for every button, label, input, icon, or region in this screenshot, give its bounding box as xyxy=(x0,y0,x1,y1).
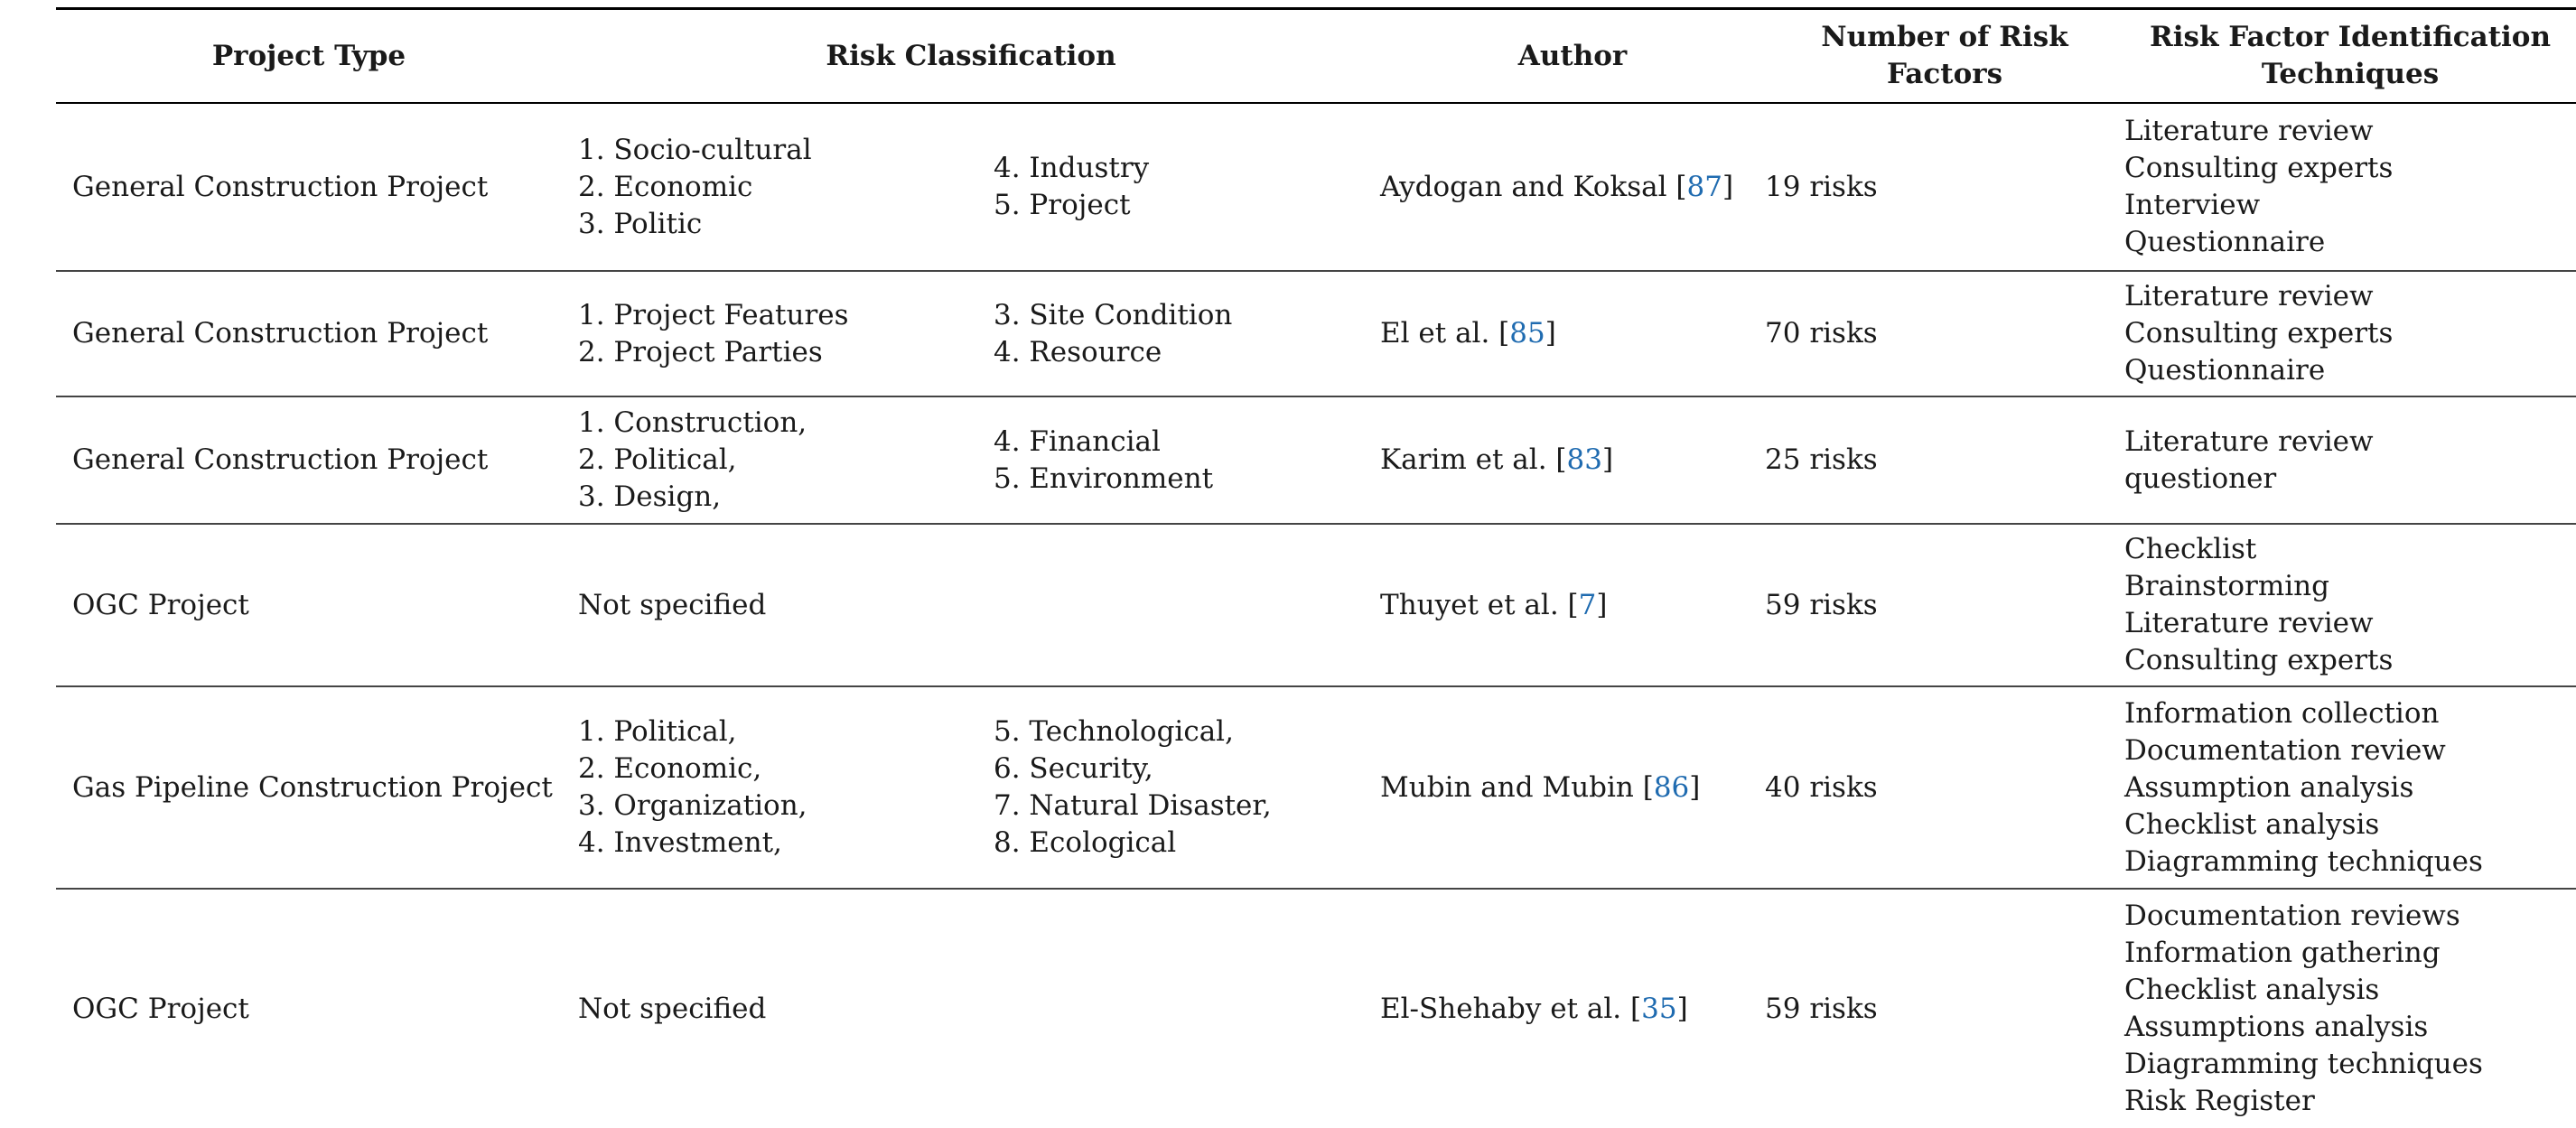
table-row xyxy=(56,271,2576,396)
project-type-cell xyxy=(56,524,562,686)
author-cell xyxy=(1380,103,1765,271)
author-name: Thuyet et al. [ xyxy=(1380,588,1579,621)
risk-category-item: 1. Socio-cultural xyxy=(578,133,812,166)
project-type-cell xyxy=(56,686,562,889)
reference-bracket-close: ] xyxy=(1689,770,1701,804)
project-type-text: OGC Project xyxy=(72,588,249,621)
risk-category-item: 2. Economic, xyxy=(578,752,762,785)
number-of-risks-cell xyxy=(1765,686,2124,889)
risk-classification-cell-b xyxy=(994,524,1380,686)
risk-category-item: 4. Industry xyxy=(994,152,1150,184)
reference-link[interactable]: 83 xyxy=(1566,443,1602,476)
author-name: El-Shehaby et al. [ xyxy=(1380,992,1642,1025)
risk-classification-cell-a xyxy=(562,686,994,889)
risk-category-item: 4. Financial xyxy=(994,424,1161,458)
risk-classification-cell-b xyxy=(994,271,1380,396)
technique-item: Diagramming techniques xyxy=(2124,1048,2483,1080)
header-author: Author xyxy=(1517,39,1628,72)
author-name: Karim et al. [ xyxy=(1380,443,1567,476)
reference-bracket-close: ] xyxy=(1676,992,1688,1025)
risk-classification-cell-b xyxy=(994,686,1380,889)
number-of-risks-text: 25 risks xyxy=(1765,443,1878,476)
technique-item: Information collection xyxy=(2124,696,2440,730)
number-of-risks-text: 59 risks xyxy=(1765,588,1878,621)
technique-item: Assumption analysis xyxy=(2124,770,2414,804)
project-type-text: General Construction Project xyxy=(72,443,489,476)
technique-item: Checklist xyxy=(2124,533,2257,565)
risk-category-item: 6. Security, xyxy=(994,752,1153,785)
header-identification-techniques: Risk Factor Identification Techniques xyxy=(2150,21,2552,90)
technique-item: Literature review xyxy=(2124,424,2374,458)
risk-category-item: 2. Political, xyxy=(578,443,737,476)
technique-item: Consulting experts xyxy=(2124,317,2394,350)
project-type-cell xyxy=(56,396,562,524)
reference-link[interactable]: 86 xyxy=(1653,770,1690,804)
table-row xyxy=(56,686,2576,889)
author-cell xyxy=(1380,686,1765,889)
table-row xyxy=(56,524,2576,686)
reference-link[interactable]: 87 xyxy=(1686,170,1722,203)
risk-category-item: 1. Construction, xyxy=(578,406,807,439)
number-of-risks-cell xyxy=(1765,889,2124,1128)
risk-classification-cell-b xyxy=(994,396,1380,524)
technique-item: Literature review xyxy=(2124,607,2374,639)
number-of-risks-text: 59 risks xyxy=(1765,992,1878,1025)
technique-item: Questionnaire xyxy=(2124,354,2326,387)
risk-category-item: Not specified xyxy=(578,588,767,621)
risk-classification-cell-b xyxy=(994,889,1380,1128)
number-of-risks-text: 40 risks xyxy=(1765,770,1878,804)
project-type-text: General Construction Project xyxy=(72,170,489,203)
risk-category-item: 5. Technological, xyxy=(994,715,1234,748)
technique-item: Interview xyxy=(2124,189,2261,221)
risk-category-item: 1. Political, xyxy=(578,715,737,748)
number-of-risks-cell xyxy=(1765,103,2124,271)
author-cell xyxy=(1380,889,1765,1128)
techniques-cell xyxy=(2124,889,2576,1128)
project-type-cell xyxy=(56,889,562,1128)
technique-item: Questionnaire xyxy=(2124,226,2326,258)
risk-category-item: 4. Investment, xyxy=(578,826,782,859)
table-row xyxy=(56,103,2576,271)
reference-bracket-close: ] xyxy=(1545,317,1556,350)
author-cell xyxy=(1380,524,1765,686)
technique-item: Documentation reviews xyxy=(2124,900,2460,932)
risk-classification-cell-b xyxy=(994,103,1380,271)
table-row xyxy=(56,889,2576,1128)
technique-item: Risk Register xyxy=(2124,1085,2315,1117)
technique-item: Documentation review xyxy=(2124,733,2446,767)
risk-category-item: 8. Ecological xyxy=(994,826,1177,859)
table-body xyxy=(56,103,2576,1128)
techniques-cell xyxy=(2124,271,2576,396)
risk-category-item: 1. Project Features xyxy=(578,298,849,331)
technique-item: Literature review xyxy=(2124,115,2374,147)
project-type-text: Gas Pipeline Construction Project xyxy=(72,770,553,804)
risk-category-item: 7. Natural Disaster, xyxy=(994,789,1272,822)
project-type-text: General Construction Project xyxy=(72,317,489,350)
risk-classification-cell-a xyxy=(562,271,994,396)
number-of-risks-cell xyxy=(1765,271,2124,396)
technique-item: Information gathering xyxy=(2124,937,2441,969)
table-row xyxy=(56,396,2576,524)
header-number-of-risk-factors: Number of Risk Factors xyxy=(1821,21,2068,90)
author-name: El et al. [ xyxy=(1380,317,1510,350)
risk-category-item: 3. Design, xyxy=(578,480,722,513)
reference-link[interactable]: 85 xyxy=(1509,317,1545,350)
techniques-cell xyxy=(2124,524,2576,686)
risk-category-item: 5. Environment xyxy=(994,461,1214,495)
risk-category-item: 2. Project Parties xyxy=(578,335,823,368)
technique-item: Consulting experts xyxy=(2124,152,2394,184)
technique-item: Diagramming techniques xyxy=(2124,844,2483,878)
reference-bracket-close: ] xyxy=(1596,588,1608,621)
risk-classification-cell-a xyxy=(562,889,994,1128)
number-of-risks-text: 70 risks xyxy=(1765,317,1878,350)
header-risk-classification: Risk Classification xyxy=(826,39,1116,72)
technique-item: Consulting experts xyxy=(2124,644,2394,676)
technique-item: Assumptions analysis xyxy=(2124,1011,2429,1043)
project-type-text: OGC Project xyxy=(72,992,249,1025)
author-cell xyxy=(1380,396,1765,524)
risk-category-item: 5. Project xyxy=(994,189,1131,221)
technique-item: questioner xyxy=(2124,461,2277,495)
risk-category-item: 2. Economic xyxy=(578,170,753,203)
header-project-type: Project Type xyxy=(211,39,406,72)
number-of-risks-text: 19 risks xyxy=(1765,170,1878,203)
techniques-cell xyxy=(2124,396,2576,524)
risk-category-item: 4. Resource xyxy=(994,335,1162,368)
risk-category-item: 3. Site Condition xyxy=(994,298,1233,331)
table-header-row xyxy=(56,9,2576,104)
number-of-risks-cell xyxy=(1765,524,2124,686)
techniques-cell xyxy=(2124,103,2576,271)
risk-category-item: 3. Politic xyxy=(578,207,703,240)
reference-link[interactable]: 35 xyxy=(1641,992,1677,1025)
risk-category-item: Not specified xyxy=(578,992,767,1025)
project-type-cell xyxy=(56,103,562,271)
number-of-risks-cell xyxy=(1765,396,2124,524)
reference-bracket-close: ] xyxy=(1722,170,1734,203)
risk-classification-cell-a xyxy=(562,103,994,271)
author-name: Aydogan and Koksal [ xyxy=(1380,170,1687,203)
risk-category-item: 3. Organization, xyxy=(578,789,807,822)
author-name: Mubin and Mubin [ xyxy=(1380,770,1654,804)
reference-link[interactable]: 7 xyxy=(1578,588,1597,621)
risk-classification-cell-a xyxy=(562,396,994,524)
techniques-cell xyxy=(2124,686,2576,889)
risk-classification-cell-a xyxy=(562,524,994,686)
risk-identification-table xyxy=(56,7,2576,1128)
author-cell xyxy=(1380,271,1765,396)
technique-item: Checklist analysis xyxy=(2124,807,2380,841)
technique-item: Checklist analysis xyxy=(2124,974,2380,1006)
reference-bracket-close: ] xyxy=(1601,443,1614,476)
technique-item: Literature review xyxy=(2124,280,2374,312)
technique-item: Brainstorming xyxy=(2124,570,2329,602)
project-type-cell xyxy=(56,271,562,396)
